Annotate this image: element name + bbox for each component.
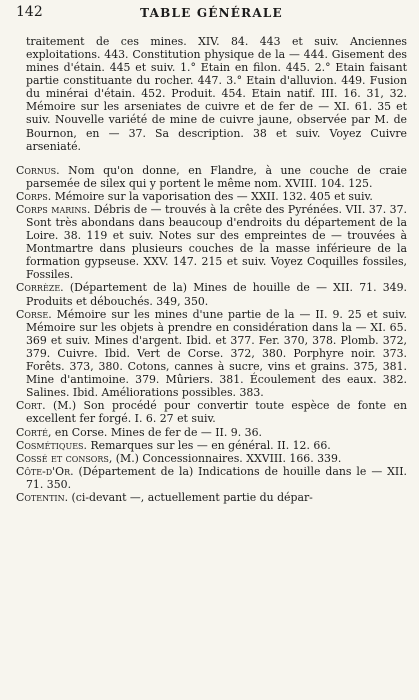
entry-text: (M.) Concessionnaires. XXVIII. 166. 339. [112, 451, 342, 465]
index-entry [16, 308, 407, 400]
index-entry [16, 491, 407, 504]
entry-text: traitement de ces mines. XIV. 84. 443 et suiv. Anciennes exploitations. 443. Constitution physique de la — 444. Gisement des mines d'étain. 445 et suiv. 1.° Etain en filon. 445. 2.° Etain faisant partie constituante du rocher. 447. 3.° Etain d'alluvion. 449. Fusion du minérai d'étain. 452. Produit. 454. Etain natif. III. 16. 31, 32. Mémoire sur les arseniates de cuivre et de fer de — XI. 61. 35 et suiv. Nouvelle variété de mine de cuivre jaune, observée par M. de Bournon, en — 37. Sa description. 38 et suiv. Voyez Cuivre arseniaté. [26, 34, 407, 153]
index-entry [16, 439, 407, 452]
entry-text: (Département de la) Indications de houille dans le — XII. 71. 350. [26, 464, 407, 491]
index-entry [16, 281, 407, 307]
running-title: TABLE GÉNÉRALE [140, 6, 283, 20]
entry-head: Cort. [16, 399, 46, 413]
page-number: 142 [16, 4, 43, 20]
entry-text: Débris de — trouvés à la crête des Pyrénées. VII. 37. 37. Sont très abondans dans beaucoup d'endroits du département de la Loire. 38. 119 et suiv. Notes sur des empreintes de — trouvées à Montmartre dans plusieurs couches de la masse inférieure de la formation gypseuse. XXV. 147. 215 et suiv. Voyez Coquilles fossiles, Fossiles. [26, 202, 407, 282]
entry-head: Corps. [16, 189, 52, 203]
entry-head: Cossé et consors, [16, 451, 113, 465]
entry-text: (Département de la) Mines de houille de — XII. 71. 349. Produits et débouchés. 349, 350. [26, 281, 407, 308]
entry-head: Cosmétiques. [16, 438, 87, 452]
entry-text: (ci-devant —, actuellement partie du dépar- [68, 490, 313, 504]
index-entries [16, 35, 407, 504]
index-entry [16, 35, 407, 153]
entry-text: Mémoire sur les mines d'une partie de la — II. 9. 25 et suiv. Mémoire sur les objets à prendre en considération dans la — XI. 65. 369 et suiv. Mines d'argent. Ibid. et 377. Fer. 370, 378. Plomb. 372, 379. Cuivre. Ibid. Vert de Corse. 372, 380. Porphyre noir. 373. Forêts. 373, 380. Cotons, cannes à sucre, vins et grains. 375, 381. Mine d'antimoine. 379. Mûriers. 381. Écoulement des eaux. 382. Salines. Ibid. Améliorations possibles. 383. [26, 307, 407, 400]
entry-head: Corse. [16, 307, 52, 321]
entry-head: Côte-d'Or. [16, 464, 74, 478]
index-entry [16, 465, 407, 491]
index-entry [16, 203, 407, 282]
entry-head: Cotentin. [16, 490, 69, 504]
entry-text: en Corse. Mines de fer de — II. 9. 36. [51, 425, 262, 439]
index-entry [16, 399, 407, 425]
page-header [16, 4, 407, 24]
entry-text: Mémoire sur la vaporisation des — XXII. 132. 405 et suiv. [51, 189, 373, 203]
index-entry [16, 452, 407, 465]
index-entry [16, 190, 407, 203]
entry-head: Corrèze. [16, 281, 64, 295]
index-entry [16, 426, 407, 439]
entry-text: (M.) Son procédé pour convertir toute espèce de fonte en excellent fer forgé. I. 6. 27 et suiv. [26, 399, 407, 426]
entry-head: Corps marins. [16, 202, 91, 216]
index-entry [16, 164, 407, 190]
entry-text: Nom qu'on donne, en Flandre, à une couche de craie parsemée de silex qui y portent le même nom. XVIII. 104. 125. [26, 163, 407, 190]
entry-text: Remarques sur les — en général. II. 12. 66. [86, 438, 331, 452]
entry-head: Cornus. [16, 163, 60, 177]
entry-head: Corté, [16, 425, 52, 439]
